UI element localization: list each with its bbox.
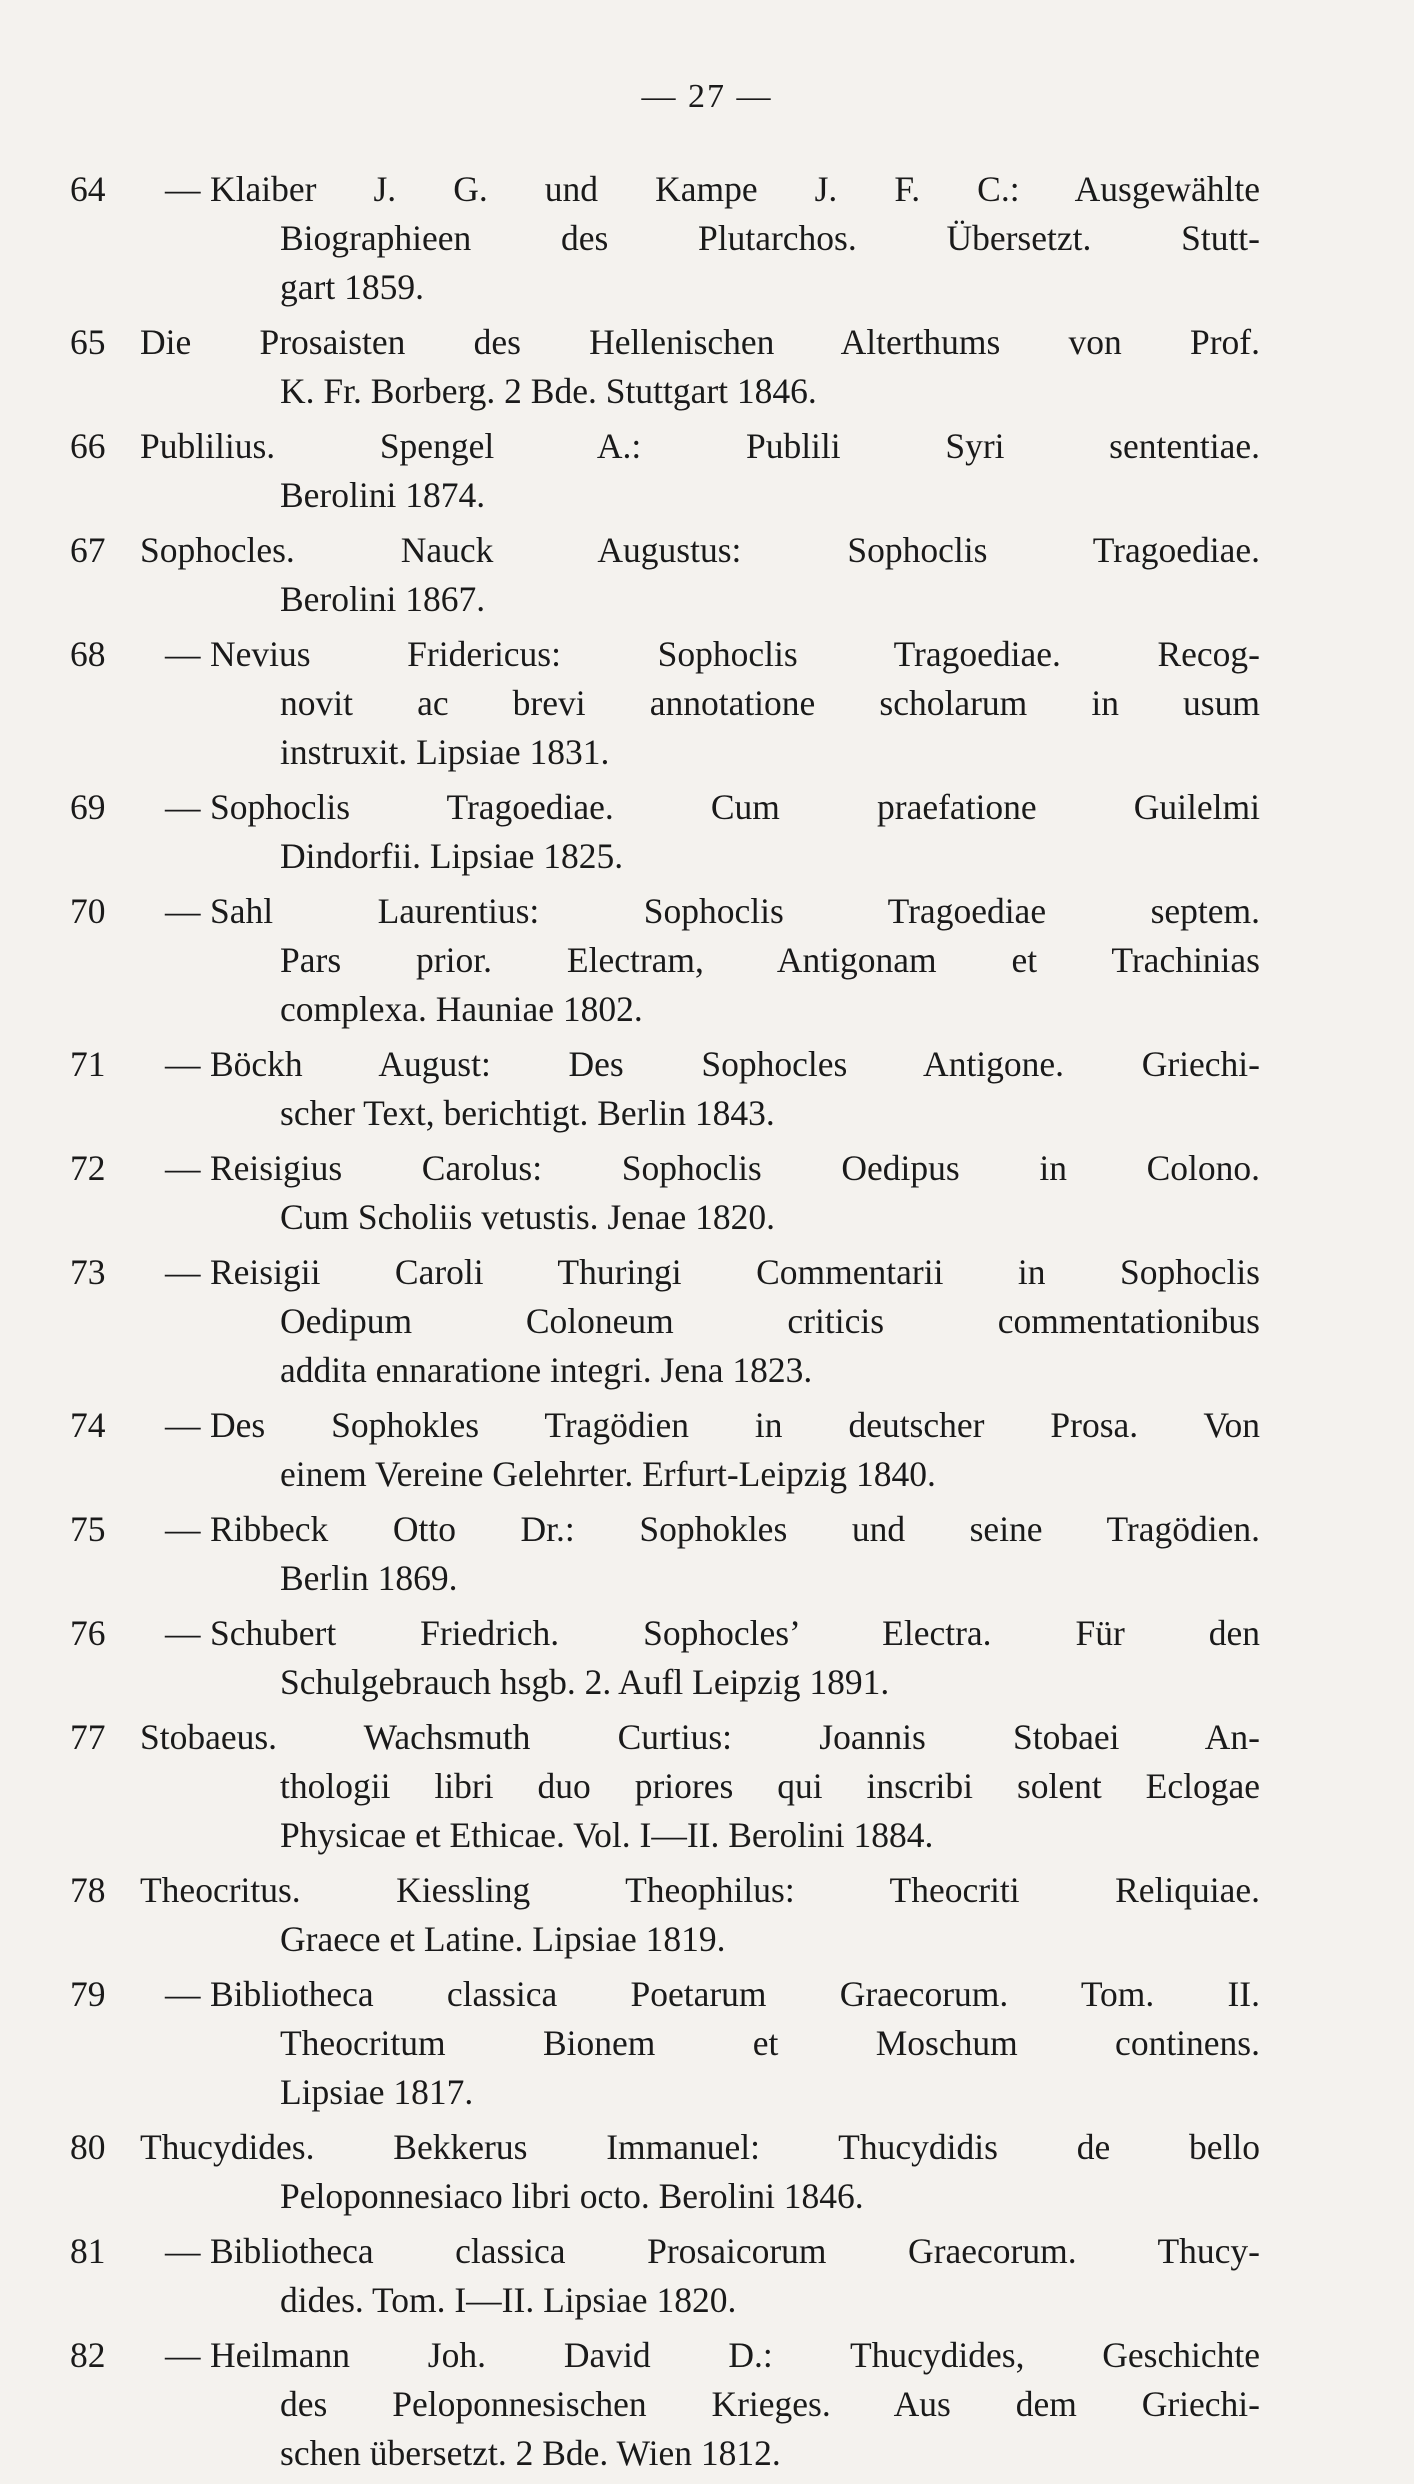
entry-line: Physicae et Ethicae. Vol. I—II. Berolini 1884. [280, 1815, 934, 1855]
entry-line: Publilius. Spengel A.: Publili Syri sententiae. [140, 426, 1260, 466]
entry-line: Theocritum Bionem et Moschum continens. [280, 2023, 1260, 2063]
entry-line: dides. Tom. I—II. Lipsiae 1820. [280, 2280, 737, 2320]
ditto-dash: — [165, 1148, 201, 1188]
bibliography-entry [70, 1713, 1260, 1860]
entry-number: 76 [70, 1613, 106, 1653]
entry-line: novit ac brevi annotatione scholarum in usum [280, 683, 1260, 723]
entry-line: Pars prior. Electram, Antigonam et Trachinias [280, 940, 1260, 980]
entry-line: Schulgebrauch hsgb. 2. Aufl Leipzig 1891. [280, 1662, 890, 1702]
bibliography-entry [70, 1505, 1260, 1603]
entry-line: einem Vereine Gelehrter. Erfurt-Leipzig 1840. [280, 1454, 936, 1494]
entry-number: 74 [70, 1405, 106, 1445]
entry-line: K. Fr. Borberg. 2 Bde. Stuttgart 1846. [280, 371, 817, 411]
bibliography-entry [70, 318, 1260, 416]
bibliography-entry [70, 1866, 1260, 1964]
entry-line: Biographieen des Plutarchos. Übersetzt. Stutt- [280, 218, 1260, 258]
ditto-dash: — [165, 1252, 201, 1292]
entry-line: Böckh August: Des Sophocles Antigone. Griechi- [210, 1044, 1260, 1084]
entry-line: Schubert Friedrich. Sophocles’ Electra. Für den [210, 1613, 1260, 1653]
entry-number: 78 [70, 1870, 106, 1910]
entry-line: addita ennaratione integri. Jena 1823. [280, 1350, 813, 1390]
entry-line: Heilmann Joh. David D.: Thucydides, Geschichte [210, 2335, 1260, 2375]
entry-line: Cum Scholiis vetustis. Jenae 1820. [280, 1197, 776, 1237]
ditto-dash: — [165, 2231, 201, 2271]
bibliography-entry [70, 1609, 1260, 1707]
bibliography-entry [70, 783, 1260, 881]
entry-line: scher Text, berichtigt. Berlin 1843. [280, 1093, 775, 1133]
bibliography-entry [70, 1970, 1260, 2117]
entry-number: 82 [70, 2335, 106, 2375]
ditto-dash: — [165, 2335, 201, 2375]
entry-line: Stobaeus. Wachsmuth Curtius: Joannis Stobaei An- [140, 1717, 1260, 1757]
entry-line: Dindorfii. Lipsiae 1825. [280, 836, 624, 876]
entry-number: 81 [70, 2231, 106, 2271]
entry-line: Sahl Laurentius: Sophoclis Tragoediae septem. [210, 891, 1260, 931]
ditto-dash: — [165, 1044, 201, 1084]
entry-line: Lipsiae 1817. [280, 2072, 474, 2112]
entry-line: Sophoclis Tragoediae. Cum praefatione Guilelmi [210, 787, 1260, 827]
entry-line: thologii libri duo priores qui inscribi solent Eclogae [280, 1766, 1260, 1806]
entry-number: 75 [70, 1509, 106, 1549]
entry-line: Des Sophokles Tragödien in deutscher Prosa. Von [210, 1405, 1260, 1445]
ditto-dash: — [165, 1974, 201, 2014]
entry-line: des Peloponnesischen Krieges. Aus dem Griechi- [280, 2384, 1260, 2424]
entry-number: 67 [70, 530, 106, 570]
entry-line: Sophocles. Nauck Augustus: Sophoclis Tragoediae. [140, 530, 1260, 570]
bibliography-entry [70, 2227, 1260, 2325]
entry-number: 79 [70, 1974, 106, 2014]
ditto-dash: — [165, 169, 201, 209]
entry-number: 69 [70, 787, 106, 827]
ditto-dash: — [165, 1509, 201, 1549]
entry-number: 70 [70, 891, 106, 931]
entry-number: 72 [70, 1148, 106, 1188]
entry-line: gart 1859. [280, 267, 424, 307]
entry-line: Graece et Latine. Lipsiae 1819. [280, 1919, 726, 1959]
entry-number: 77 [70, 1717, 106, 1757]
entry-number: 68 [70, 634, 106, 674]
bibliography-entry [70, 630, 1260, 777]
ditto-dash: — [165, 1405, 201, 1445]
entry-line: Ribbeck Otto Dr.: Sophokles und seine Tragödien. [210, 1509, 1260, 1549]
entry-number: 64 [70, 169, 106, 209]
bibliography-entry [70, 526, 1260, 624]
entry-number: 73 [70, 1252, 106, 1292]
page-number: — 27 — [641, 78, 773, 115]
ditto-dash: — [165, 634, 201, 674]
bibliography-entry [70, 1248, 1260, 1395]
entry-number: 71 [70, 1044, 106, 1084]
bibliography-entry [70, 2123, 1260, 2221]
ditto-dash: — [165, 891, 201, 931]
entry-number: 80 [70, 2127, 106, 2167]
bibliography-entry [70, 1401, 1260, 1499]
entry-line: Berlin 1869. [280, 1558, 458, 1598]
entry-line: Oedipum Coloneum criticis commentationibus [280, 1301, 1260, 1341]
entry-number: 66 [70, 426, 106, 466]
entry-line: Berolini 1867. [280, 579, 486, 619]
entry-number: 65 [70, 322, 106, 362]
entry-line: Thucydides. Bekkerus Immanuel: Thucydidis de bello [140, 2127, 1260, 2167]
entry-line: Bibliotheca classica Poetarum Graecorum. Tom. II. [210, 1974, 1260, 2014]
entry-line: Klaiber J. G. und Kampe J. F. C.: Ausgewählte [210, 169, 1260, 209]
bibliography-entry [70, 887, 1260, 1034]
entry-line: Theocritus. Kiessling Theophilus: Theocriti Reliquiae. [140, 1870, 1260, 1910]
entry-line: Die Prosaisten des Hellenischen Alterthums von Prof. [140, 322, 1260, 362]
entry-line: schen übersetzt. 2 Bde. Wien 1812. [280, 2433, 781, 2473]
bibliography-entry [70, 422, 1260, 520]
entry-line: Reisigii Caroli Thuringi Commentarii in Sophoclis [210, 1252, 1260, 1292]
entry-line: Nevius Fridericus: Sophoclis Tragoediae. Recog- [210, 634, 1260, 674]
bibliography-list [70, 165, 1260, 2484]
bibliography-entry [70, 2331, 1260, 2478]
entry-line: complexa. Hauniae 1802. [280, 989, 643, 1029]
bibliography-entry [70, 165, 1260, 312]
ditto-dash: — [165, 1613, 201, 1653]
ditto-dash: — [165, 787, 201, 827]
entry-line: Berolini 1874. [280, 475, 486, 515]
entry-line: Bibliotheca classica Prosaicorum Graecorum. Thucy- [210, 2231, 1260, 2271]
bibliography-entry [70, 1040, 1260, 1138]
entry-line: instruxit. Lipsiae 1831. [280, 732, 610, 772]
bibliography-entry [70, 1144, 1260, 1242]
entry-line: Peloponnesiaco libri octo. Berolini 1846. [280, 2176, 864, 2216]
entry-line: Reisigius Carolus: Sophoclis Oedipus in Colono. [210, 1148, 1260, 1188]
